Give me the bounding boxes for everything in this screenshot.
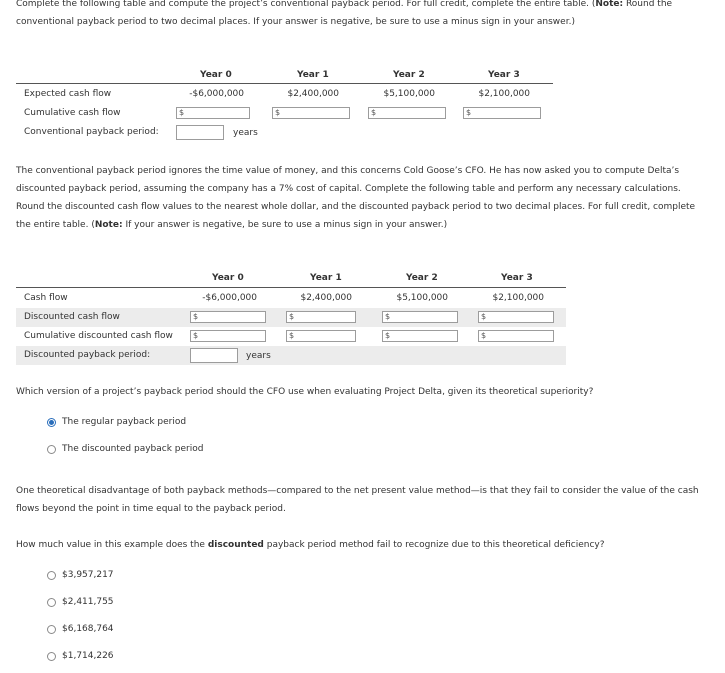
t2-discounted-y0-input[interactable] [190,311,266,323]
t2-row-payback [16,346,566,365]
radio-unselected-icon[interactable] [47,598,56,607]
t1-cumulative-y0-input[interactable] [176,107,250,119]
t1-cumulative-y2-input[interactable] [368,107,446,119]
intro-line1-b: Round the [623,0,673,9]
option-2-label: $2,411,755 [62,597,114,607]
t2-cum-discounted-label: Cumulative discounted cash flow [24,331,173,341]
t1-row-cumulative [16,104,553,123]
middle-line2: discounted payback period, assuming the company has a 7% cost of capital. Complete the following table and perform any necessary calculations. [16,184,681,194]
discounted-payback-table [16,269,576,369]
option-4-label: $1,714,226 [62,651,114,661]
option-discounted-label: The discounted payback period [62,444,204,454]
disadvantage-line1: One theoretical disadvantage of both payback methods—compared to the net present value method—is that they fail to consider the value of the cash [16,486,699,496]
intro-note: Note: [595,0,624,9]
t1-cumulative-y1-input[interactable] [272,107,350,119]
currency-symbol: $ [385,312,391,321]
middle-line4-a: the entire table. ( [16,220,95,230]
t1-payback-unit: years [233,128,258,138]
t2-cash-y0: -$6,000,000 [202,293,257,303]
option-3-label: $6,168,764 [62,624,114,634]
t1-expected-y0: -$6,000,000 [189,89,244,99]
currency-symbol: $ [289,312,295,321]
t2-discounted-y2-input[interactable] [382,311,458,323]
question2-text-a: How much value in this example does the [16,540,208,550]
radio-selected-icon[interactable] [47,418,56,427]
t2-cum-discounted-y2-input[interactable] [382,330,458,342]
currency-symbol: $ [275,108,281,117]
t1-expected-y1: $2,400,000 [287,89,339,99]
t1-row-payback [16,123,553,142]
currency-symbol: $ [481,331,487,340]
t2-row-cash [16,289,566,308]
t2-cash-y1: $2,400,000 [300,293,352,303]
conventional-payback-input[interactable] [176,125,224,140]
currency-symbol: $ [371,108,377,117]
currency-symbol: $ [481,312,487,321]
t1-expected-y3: $2,100,000 [478,89,530,99]
t1-header-year2: Year 2 [393,70,425,80]
middle-line3: Round the discounted cash flow values to the nearest whole dollar, and the discounted payback period to two decimal places. For full credit, complete [16,202,696,212]
currency-symbol: $ [289,331,295,340]
discounted-instructions [16,162,695,234]
t1-header-divider [16,83,553,84]
t2-header-year3: Year 3 [501,273,533,283]
middle-line4-b: If your answer is negative, be sure to use a minus sign in your answer.) [122,220,448,230]
t2-cash-label: Cash flow [24,293,68,303]
middle-line1: The conventional payback period ignores the time value of money, and this concerns Cold Goose’s CFO. He has now asked you to compute Delta’s [16,166,680,176]
option-1-label: $3,957,217 [62,570,114,580]
t2-header-year2: Year 2 [406,273,438,283]
t1-header-year1: Year 1 [297,70,329,80]
disadvantage-text [16,482,699,518]
discounted-payback-input[interactable] [190,348,238,363]
t1-cumulative-label: Cumulative cash flow [24,108,121,118]
t2-discounted-label: Discounted cash flow [24,312,120,322]
t2-header-year1: Year 1 [310,273,342,283]
currency-symbol: $ [193,331,199,340]
t2-discounted-y3-input[interactable] [478,311,554,323]
t1-header-year0: Year 0 [200,70,232,80]
radio-unselected-icon[interactable] [47,652,56,661]
t2-cash-y3: $2,100,000 [492,293,544,303]
currency-symbol: $ [179,108,185,117]
t2-row-discounted [16,308,566,327]
t2-payback-unit: years [246,351,271,361]
intro-line1-a: Complete the following table and compute the project’s conventional payback period. For full credit, complete the entire table. ( [16,0,596,9]
question2-text-b: payback period method fail to recognize due to this theoretical deficiency? [263,540,605,550]
t1-cumulative-y3-input[interactable] [463,107,541,119]
question2-text [16,536,605,554]
conventional-payback-table [16,66,556,146]
t2-header-year0: Year 0 [212,273,244,283]
currency-symbol: $ [466,108,472,117]
t1-payback-label: Conventional payback period: [24,127,159,137]
t2-header-divider [16,287,566,288]
t1-expected-y2: $5,100,000 [383,89,435,99]
intro-text [16,0,672,31]
t2-discounted-y1-input[interactable] [286,311,356,323]
currency-symbol: $ [385,331,391,340]
t1-row-expected [16,85,553,104]
intro-line2: conventional payback period to two decimal places. If your answer is negative, be sure to use a minus sign in your answer.) [16,17,575,27]
question2-bold: discounted [207,540,264,550]
radio-unselected-icon[interactable] [47,625,56,634]
t2-cum-discounted-y1-input[interactable] [286,330,356,342]
t1-expected-label: Expected cash flow [24,89,112,99]
middle-note: Note: [94,220,123,230]
t2-cum-discounted-y3-input[interactable] [478,330,554,342]
t1-header-year3: Year 3 [488,70,520,80]
radio-unselected-icon[interactable] [47,571,56,580]
disadvantage-line2: flows beyond the point in time equal to the payback period. [16,504,286,514]
t2-payback-label: Discounted payback period: [24,350,151,360]
t2-cash-y2: $5,100,000 [396,293,448,303]
t2-cum-discounted-y0-input[interactable] [190,330,266,342]
option-regular-label: The regular payback period [62,417,187,427]
t2-row-cum-discounted [16,327,566,346]
question1-text: Which version of a project’s payback period should the CFO use when evaluating Project Delta, given its theoretical superiority? [16,387,594,397]
currency-symbol: $ [193,312,199,321]
radio-unselected-icon[interactable] [47,445,56,454]
